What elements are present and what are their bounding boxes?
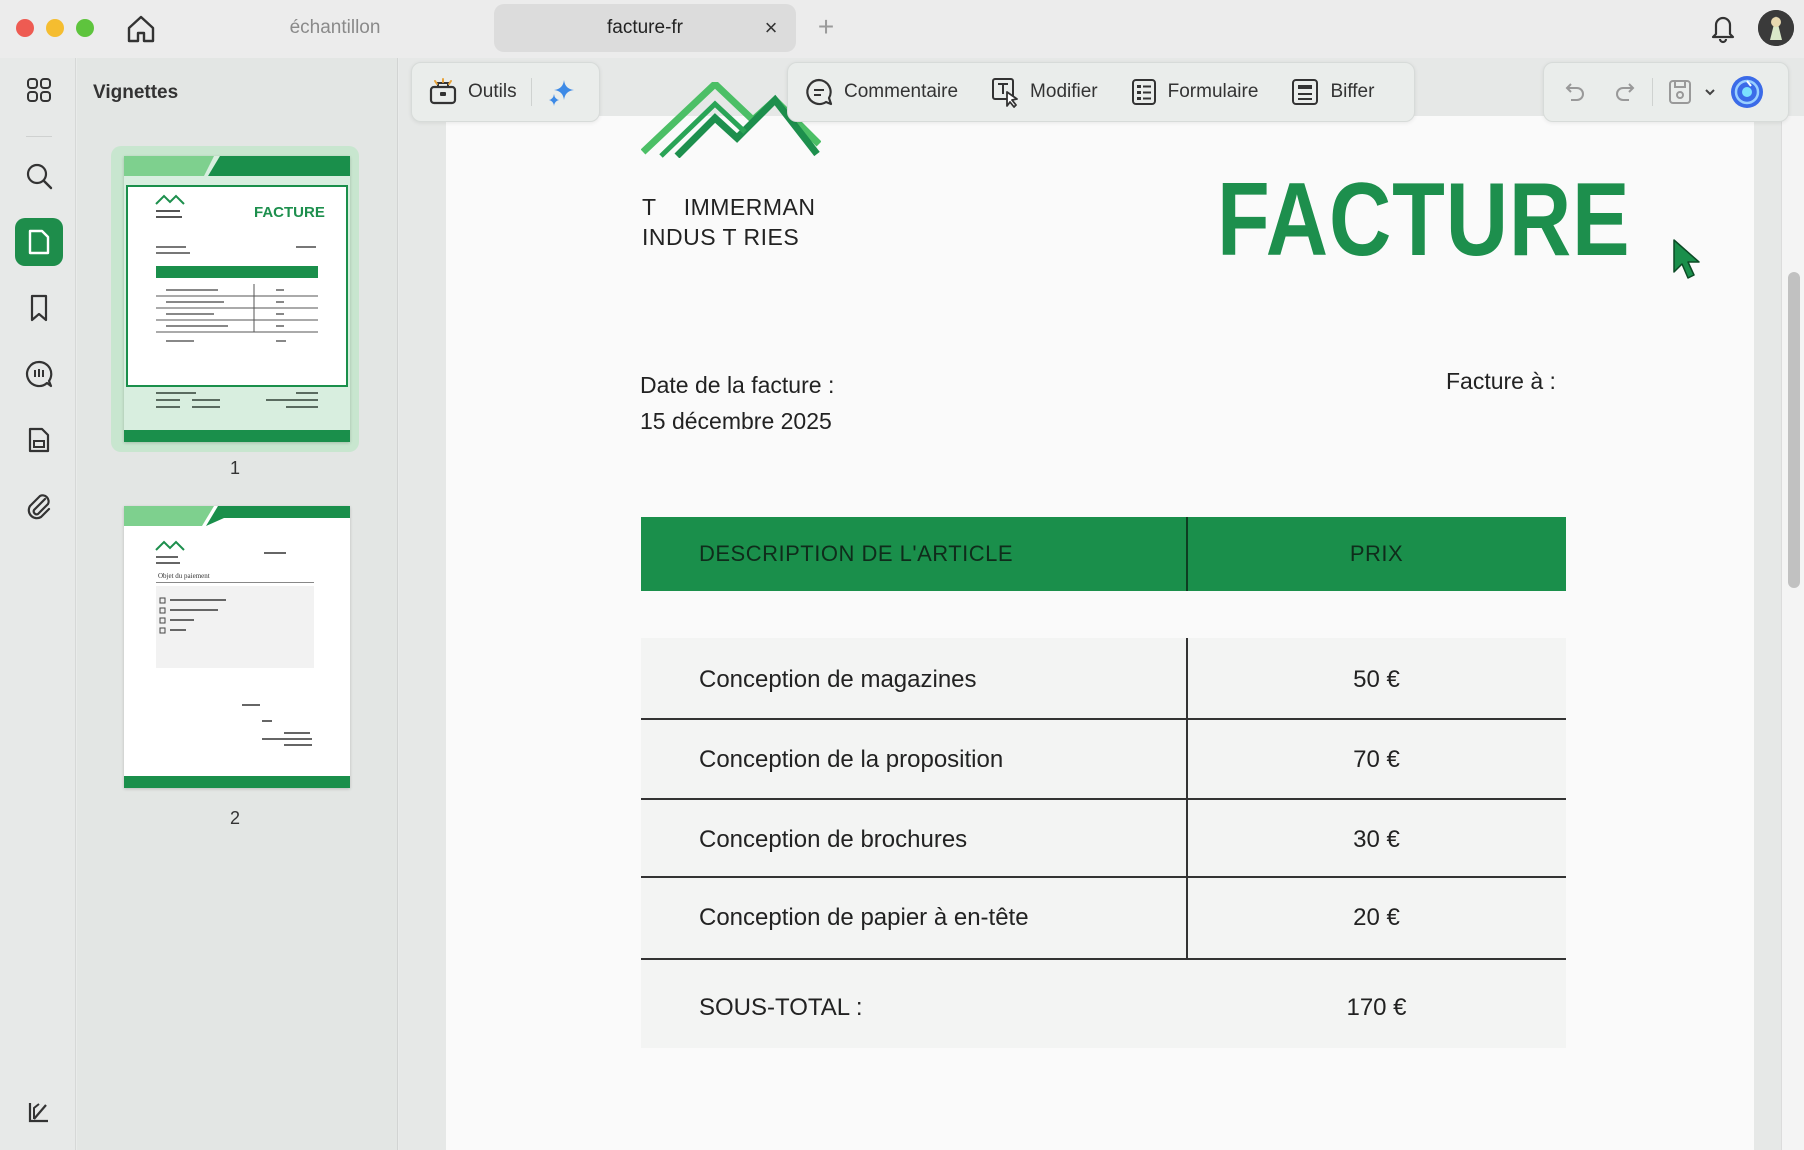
vertical-scrollbar[interactable] <box>1781 116 1804 1150</box>
form-button[interactable] <box>1114 63 1275 121</box>
table-row <box>641 878 1566 960</box>
new-tab-button[interactable]: + <box>817 11 835 42</box>
item-description: Conception de la proposition <box>699 746 1004 773</box>
chevron-down-icon[interactable] <box>1699 63 1725 121</box>
redact-icon <box>1290 77 1320 107</box>
rail-divider <box>26 136 52 137</box>
ai-assistant-icon[interactable] <box>1725 63 1769 121</box>
scrollbar-thumb[interactable] <box>1788 272 1800 588</box>
edit-label: Modifier <box>1030 81 1098 102</box>
comment-bubble-icon <box>804 77 834 107</box>
table-row <box>641 720 1566 800</box>
table-header <box>641 517 1566 591</box>
edit-text-icon <box>990 76 1020 108</box>
item-description: Conception de magazines <box>699 666 977 693</box>
sidebar-toggle-icon[interactable] <box>15 1088 63 1136</box>
tools-button[interactable] <box>412 63 531 121</box>
minimize-window-button[interactable] <box>46 19 64 37</box>
mouse-cursor-icon <box>1672 238 1702 282</box>
form-label: Formulaire <box>1167 81 1259 102</box>
redact-button[interactable] <box>1274 63 1390 121</box>
close-tab-icon[interactable]: × <box>764 15 778 40</box>
subtotal-value: 170 € <box>1346 994 1407 1021</box>
comment-button[interactable] <box>788 63 974 121</box>
save-icon[interactable] <box>1653 63 1699 121</box>
thumbnail-title: FACTURE <box>254 204 325 221</box>
invoice-title: FACTURE <box>1217 162 1631 278</box>
tab-facture-fr[interactable] <box>494 4 796 52</box>
page-icon[interactable] <box>15 218 63 266</box>
table-row <box>641 800 1566 878</box>
comment-icon[interactable] <box>15 350 63 398</box>
thumbnails-panel <box>77 58 398 1150</box>
zoom-window-button[interactable] <box>76 19 94 37</box>
bookmark-icon[interactable] <box>15 284 63 332</box>
item-price: 20 € <box>1353 904 1400 931</box>
avatar[interactable] <box>1758 10 1794 46</box>
company-name-line-1: T IMMERMAN <box>642 194 816 220</box>
thumbnail-page-1[interactable] <box>111 146 359 452</box>
column-header-description: DESCRIPTION DE L'ARTICLE <box>699 541 1014 566</box>
invoice-date-value: 15 décembre 2025 <box>640 408 832 434</box>
thumbnail-page-2[interactable] <box>111 496 359 802</box>
thumbnail-page-number: 1 <box>229 458 240 478</box>
tab-echantillon[interactable] <box>180 4 490 52</box>
tools-label: Outils <box>468 81 517 102</box>
thumbnail-page-number: 2 <box>229 808 240 828</box>
toolbox-icon <box>428 77 458 107</box>
subtotal-row <box>641 960 1566 1048</box>
item-price: 70 € <box>1353 746 1400 773</box>
thumbnails-title: Vignettes <box>93 82 179 103</box>
grid-icon[interactable] <box>15 66 63 114</box>
attachment-icon[interactable] <box>15 482 63 530</box>
column-header-price: PRIX <box>1349 541 1404 566</box>
ai-sparkle-icon[interactable] <box>532 63 592 121</box>
item-description: Conception de papier à en-tête <box>699 904 1029 931</box>
table-row <box>641 638 1566 720</box>
bill-to-label: Facture à : <box>1446 368 1556 394</box>
form-icon <box>1130 77 1158 107</box>
close-window-button[interactable] <box>16 19 34 37</box>
item-price: 30 € <box>1353 826 1400 853</box>
tab-label: échantillon <box>289 17 381 38</box>
search-icon[interactable] <box>15 152 63 200</box>
thumbnail-preview <box>124 506 350 788</box>
left-rail <box>0 58 76 1150</box>
tab-label: facture-fr <box>606 17 684 38</box>
history-toolbar <box>1543 62 1789 122</box>
subtotal-label: SOUS-TOTAL : <box>699 994 863 1021</box>
item-description: Conception de brochures <box>699 826 968 853</box>
document-icon[interactable] <box>15 416 63 464</box>
thumbnail-heading: Objet du paiement <box>158 572 210 580</box>
invoice-date-label: Date de la facture : <box>640 372 835 398</box>
company-name <box>642 192 815 252</box>
item-price: 50 € <box>1353 666 1400 693</box>
edit-button[interactable] <box>974 63 1114 121</box>
thumbnail-preview <box>124 156 350 442</box>
undo-icon[interactable] <box>1544 63 1600 121</box>
home-icon[interactable] <box>124 12 158 46</box>
redo-icon[interactable] <box>1600 63 1652 121</box>
annotation-toolbar <box>787 62 1415 122</box>
tools-toolbar <box>411 62 600 122</box>
redact-label: Biffer <box>1330 81 1375 102</box>
comment-label: Commentaire <box>844 81 959 102</box>
title-bar <box>0 0 1804 58</box>
company-name-line-2: INDUS T RIES <box>642 224 800 250</box>
bell-icon[interactable] <box>1708 12 1738 44</box>
